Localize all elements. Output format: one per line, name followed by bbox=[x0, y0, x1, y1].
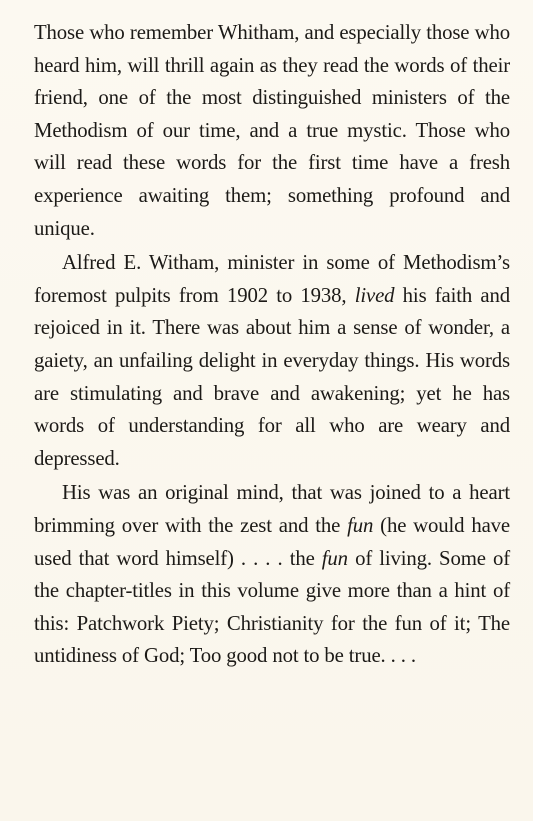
paragraph-2-text-b: his faith and rejoiced in it. There was about him a sense of wonder, a gaiety, an unfailing delight in everyday things. His words are stimulating and brave and awakening; yet he has words of understanding for all who are weary and depressed. bbox=[34, 283, 511, 470]
italic-word-fun-1: fun bbox=[347, 513, 374, 537]
paragraph-3-text-b: (he would have used that word himself) . . . . the bbox=[34, 513, 510, 570]
paragraph-3 bbox=[34, 477, 510, 673]
paragraph-3-text-a: His was an original mind, that was joined to a heart brimming over with the zest and the bbox=[34, 481, 510, 537]
body-text bbox=[34, 17, 510, 673]
italic-word-lived: lived bbox=[354, 283, 395, 307]
italic-word-fun-2: fun bbox=[321, 546, 348, 570]
paragraph-2-text-a: Alfred E. Witham, minister in some of Methodism’s foremost pulpits from 1902 to 1938, bbox=[34, 251, 510, 307]
paragraph-3-text-c: of living. Some of the chapter-titles in this volume give more than a hint of this: Patchwork Piety; Christianity for the fun of it; The untidiness of God; Too good not to be true. . . . bbox=[34, 546, 510, 668]
paragraph-1-text: Those who remember Whitham, and especially those who heard him, will thrill again as they read the words of their friend, one of the most distinguished ministers of the Methodism of our time, and a true mystic. Those who will read these words for the first time have a fresh experience awaiting them; something profound and unique. bbox=[34, 21, 510, 240]
paragraph-2 bbox=[34, 247, 510, 475]
paragraph-1 bbox=[34, 17, 510, 245]
